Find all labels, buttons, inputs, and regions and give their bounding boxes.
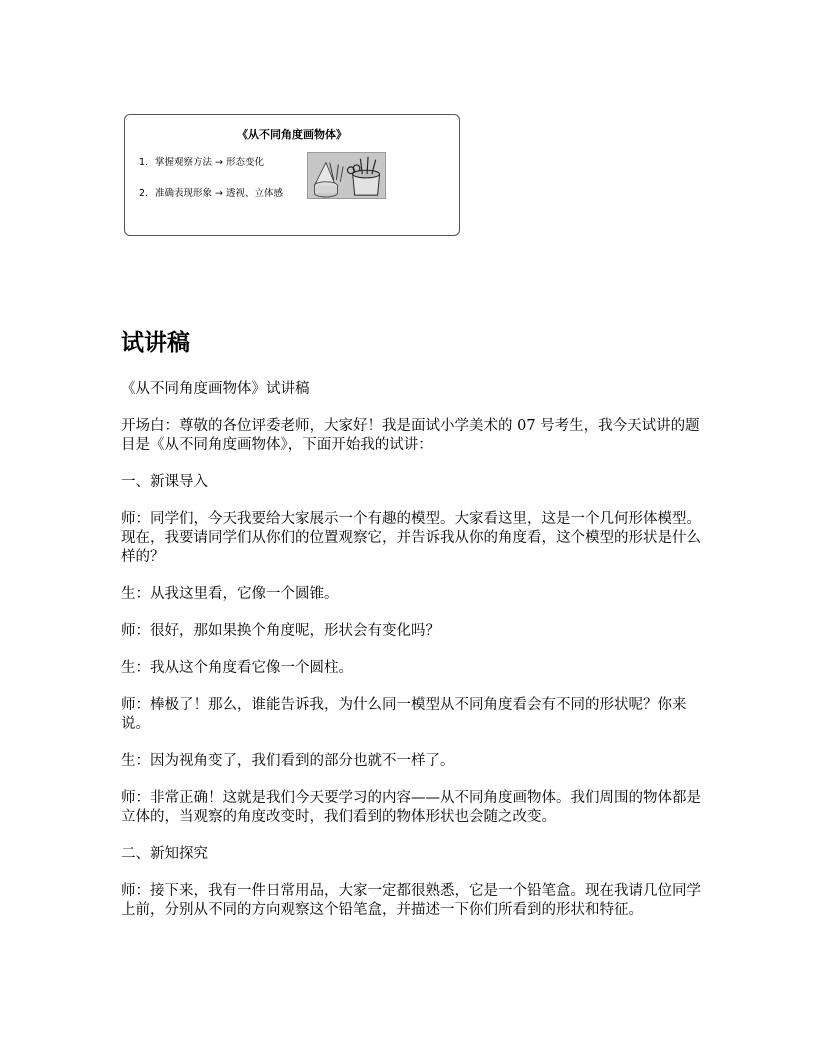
slide-thumbnail [124,114,460,236]
page-title: 试讲稿 [121,330,190,356]
slide-item [139,185,283,199]
slide-item-text: 准确表现形象 → 透视、立体感 [155,188,283,199]
paragraph: 师：很好，那如果换个角度呢，形状会有变化吗？ [121,623,440,639]
paragraph: 师：接下来，我有一件日常用品，大家一定都很熟悉，它是一个铅笔盒。现在我请几位同学上前，分别从不同的方向观察这个铅笔盒，并描述一下你们所看到的形状和特征。 [121,883,701,918]
paragraph: 开场白：尊敬的各位评委老师，大家好！我是面试小学美术的 07 号考生，我今天试讲的题目是《从不同角度画物体》，下面开始我的试讲： [121,418,700,453]
paragraph: 《从不同角度画物体》试讲稿 [121,381,310,397]
body-text [121,380,701,938]
paragraph: 师：同学们，今天我要给大家展示一个有趣的模型。大家看这里，这是一个几何形体模型。现在，我要请同学们从你们的位置观察它，并告诉我从你的角度看，这个模型的形状是什么样的？ [121,511,701,565]
paragraph: 师：非常正确！这就是我们今天要学习的内容——从不同角度画物体。我们周围的物体都是立体的，当观察的角度改变时，我们看到的物体形状也会随之改变。 [121,790,701,825]
pencil-holder-illustration [308,153,385,198]
paragraph: 一、新课导入 [121,474,208,490]
paragraph: 二、新知探究 [121,846,208,862]
paragraph: 生：我从这个角度看它像一个圆柱。 [121,660,353,676]
slide-item-number: 2. [139,188,149,199]
paragraph: 生：从我这里看，它像一个圆锥。 [121,586,339,602]
paragraph: 生：因为视角变了，我们看到的部分也就不一样了。 [121,753,455,769]
slide-item [139,154,264,168]
pencil-holder-photo [307,152,386,199]
slide-title: 《从不同角度画物体》 [237,128,347,141]
slide-item-number: 1. [139,157,149,168]
paragraph: 师：棒极了！那么，谁能告诉我，为什么同一模型从不同角度看会有不同的形状呢？你来说。 [121,697,687,732]
slide-item-text: 掌握观察方法 → 形态变化 [155,157,264,168]
